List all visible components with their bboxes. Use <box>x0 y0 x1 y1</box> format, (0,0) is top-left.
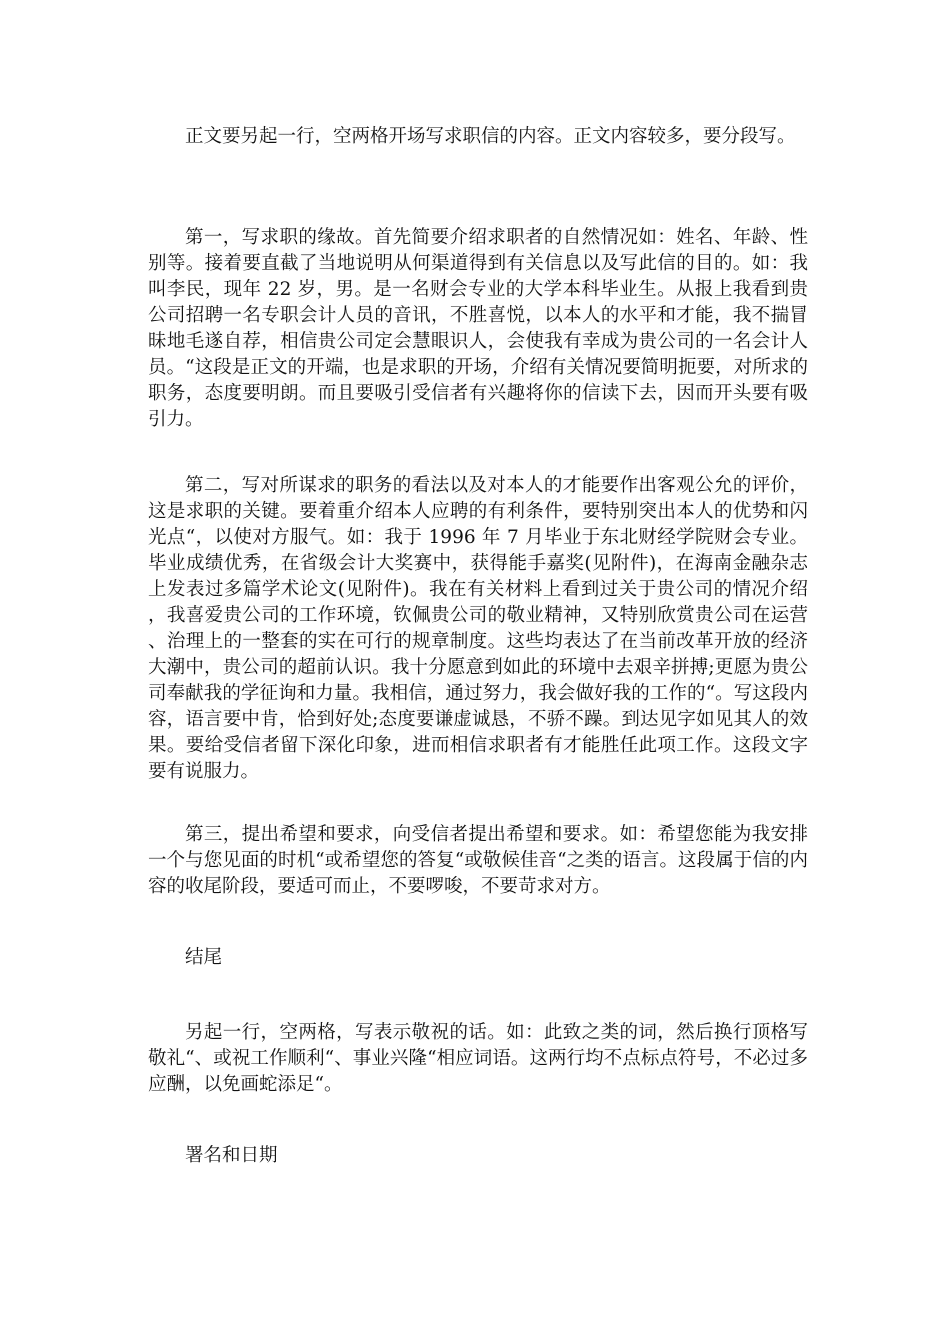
paragraph-third-point: 第三，提出希望和要求，向受信者提出希望和要求。如：希望您能为我安排一个与您见面的时机“或希望您的答复“或敬候佳音“之类的语言。这段属于信的内容的收尾阶段，要适可而止，不要啰唆，不要苛求对方。 <box>148 824 808 897</box>
section-heading-signature-date: 署名和日期 <box>185 1145 278 1166</box>
paragraph-body-intro: 正文要另起一行，空两格开场写求职信的内容。正文内容较多，要分段写。 <box>185 126 796 147</box>
paragraph-ending: 另起一行，空两格，写表示敬祝的话。如：此致之类的词，然后换行顶格写敬礼“、或祝工作顺利“、事业兴隆“相应词语。这两行均不点标点符号，不必过多应酬，以免画蛇添足“。 <box>148 1022 808 1095</box>
section-heading-ending: 结尾 <box>185 947 223 968</box>
paragraph-first-point: 第一，写求职的缘故。首先简要介绍求职者的自然情况如：姓名、年龄、性别等。接着要直截了当地说明从何渠道得到有关信息以及写此信的目的。如：我叫李民，现年 22 岁，男。是一名财会专业的大学本科毕业生。从报上我看到贵公司招聘一名专职会计人员的音讯，不胜喜悦，以本人的水平和才能，我不揣冒昧地毛遂自荐，相信贵公司定会慧眼识人，会使我有幸成为贵公司的一名会计人员。“这段是正文的开端，也是求职的开场，介绍有关情况要简明扼要，对所求的职务，态度要明朗。而且要吸引受信者有兴趣将你的信读下去，因而开头要有吸引力。 <box>148 227 808 430</box>
paragraph-second-point: 第二，写对所谋求的职务的看法以及对本人的才能要作出客观公允的评价，这是求职的关键。要着重介绍本人应聘的有利条件，要特别突出本人的优势和闪光点“，以使对方服气。如：我于 1996 年 7 月毕业于东北财经学院财会专业。毕业成绩优秀，在省级会计大奖赛中，获得能手嘉奖(见附件)，在海南金融杂志上发表过多篇学术论文(见附件)。我在有关材料上看到过关于贵公司的情况介绍，我喜爱贵公司的工作环境，钦佩贵公司的敬业精神，又特别欣赏贵公司在运营、治理上的一整套的实在可行的规章制度。这些均表达了在当前改革开放的经济大潮中，贵公司的超前认识。我十分愿意到如此的环境中去艰辛拼搏;更愿为贵公司奉献我的学征询和力量。我相信，通过努力，我会做好我的工作的“。写这段内容，语言要中肯，恰到好处;态度要谦虚诚恳，不骄不躁。到达见字如见其人的效果。要给受信者留下深化印象，进而相信求职者有才能胜任此项工作。这段文字要有说服力。 <box>148 475 808 782</box>
